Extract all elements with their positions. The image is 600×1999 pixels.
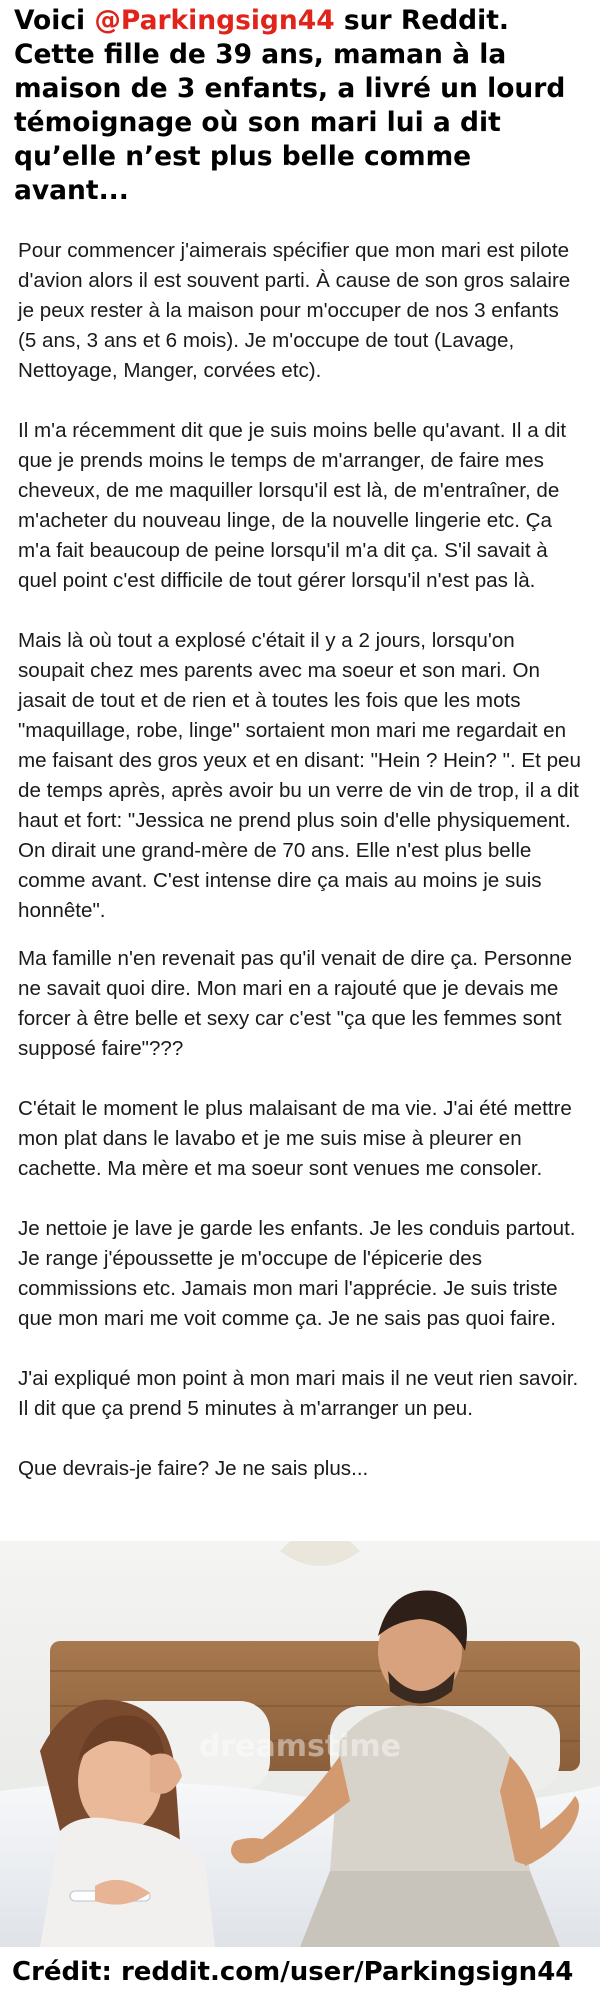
post-paragraph-4: Ma famille n'en revenait pas qu'il venait de dire ça. Personne ne savait quoi dire. Mon mari en a rajouté que je devais me forcer à être belle et sexy car c'est "ça que les femmes sont supposé faire"??? [18, 947, 572, 1060]
post-paragraph-5: C'était le moment le plus malaisant de ma vie. J'ai été mettre mon plat dans le lavabo et je me suis mise à pleurer en cachette. Ma mère et ma soeur sont venues me consoler. [18, 1097, 572, 1180]
post-paragraph-7: J'ai expliqué mon point à mon mari mais il ne veut rien savoir. Il dit que ça prend 5 minutes à m'arranger un peu. [18, 1367, 579, 1420]
headline-rest: sur Reddit. Cette fille de 39 ans, maman à la maison de 3 enfants, a livré un lourd témoignage où son mari lui a dit qu’elle n’est plus belle comme avant... [14, 5, 566, 206]
reddit-post-body [0, 226, 600, 1541]
post-paragraph-8: Que devrais-je faire? Je ne sais plus... [18, 1457, 369, 1480]
credit-text: Crédit: reddit.com/user/Parkingsign44 [12, 1957, 574, 1987]
headline-prefix: Voici [14, 5, 95, 36]
post-paragraph-3: Mais là où tout a explosé c'était il y a 2 jours, lorsqu'on soupait chez mes parents avec ma soeur et son mari. On jasait de tout et de rien et à toutes les fois que les mots "maquillage, robe, linge" sortaient mon mari me regardait en me faisant des gros yeux et en disant: "Hein ? Hein? ". Et peu de temps après, après avoir bu un verre de vin de trop, il a dit haut et fort: "Jessica ne prend plus soin d'elle physiquement. On dirait une grand-mère de 70 ans. Elle n'est plus belle comme avant. C'est intense dire ça mais au moins je suis honnête". [18, 629, 581, 922]
post-paragraph-6: Je nettoie je lave je garde les enfants. Je les conduis partout. Je range j'époussette je m'occupe de l'épicerie des commissions etc. Jamais mon mari l'apprécie. Je suis triste que mon mari me voit comme ça. Je ne sais pas quoi faire. [18, 1217, 576, 1330]
reddit-username-link[interactable]: @Parkingsign44 [94, 5, 335, 36]
watermark-text: dreamstime [198, 1729, 402, 1764]
stock-photo-couple [0, 1541, 600, 1947]
post-paragraph-1: Pour commencer j'aimerais spécifier que mon mari est pilote d'avion alors il est souvent parti. À cause de son gros salaire je peux rester à la maison pour m'occuper de nos 3 enfants (5 ans, 3 ans et 6 mois). Je m'occupe de tout (Lavage, Nettoyage, Manger, corvées etc). [18, 239, 571, 382]
headline-text [14, 4, 586, 208]
credit-line [0, 1947, 600, 1999]
headline [0, 0, 600, 226]
couple-illustration [0, 1541, 600, 1947]
post-paragraph-2: Il m'a récemment dit que je suis moins belle qu'avant. Il a dit que je prends moins le temps de m'arranger, de faire mes cheveux, de me maquiller lorsqu'il est là, de m'entraîner, de m'acheter du nouveau linge, de la nouvelle lingerie etc. Ça m'a fait beaucoup de peine lorsqu'il m'a dit ça. S'il savait à quel point c'est difficile de tout gérer lorsqu'il n'est pas là. [18, 419, 567, 592]
